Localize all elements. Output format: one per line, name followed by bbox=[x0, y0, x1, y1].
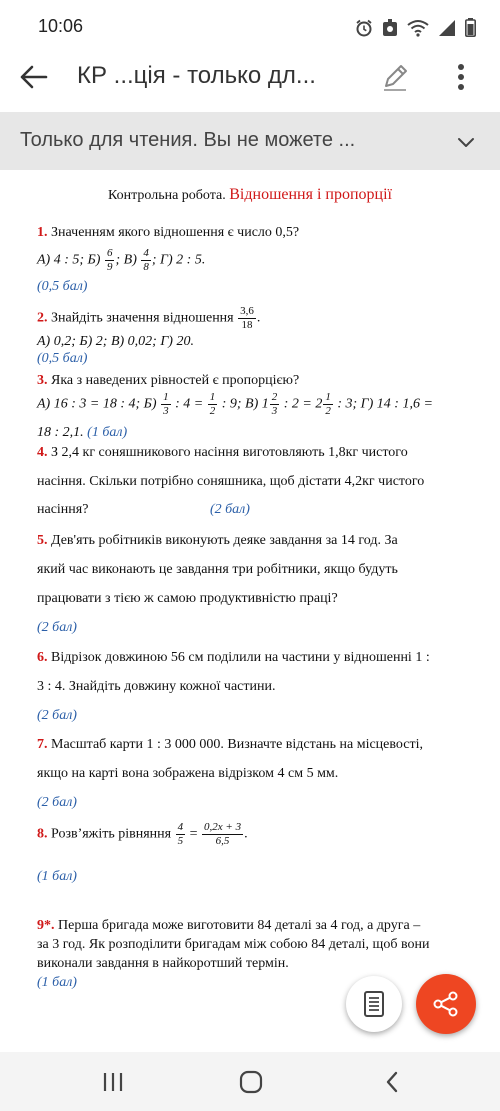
q9-line-1 bbox=[37, 919, 420, 933]
q1-answer-c: В) bbox=[123, 252, 137, 268]
frac-denominator: 6,5 bbox=[215, 835, 230, 847]
q3-continuation bbox=[37, 426, 127, 440]
q1-b-end: ; bbox=[115, 252, 121, 268]
q9-line-2: за 3 год. Як розподілити бригадам між собою 84 деталі, щоб вони bbox=[37, 937, 430, 952]
q1-answer-a: А) 4 : 5; bbox=[37, 252, 85, 268]
document-view-icon bbox=[363, 991, 385, 1017]
q4-line-1 bbox=[37, 446, 408, 460]
doc-heading bbox=[0, 186, 500, 204]
q8-points: (1 бал) bbox=[37, 869, 77, 884]
q3-c-fraction-2 bbox=[323, 392, 333, 417]
frac-numerator: 6 bbox=[106, 247, 113, 259]
q3-answers bbox=[37, 392, 433, 417]
frac-numerator: 0,2x + 3 bbox=[204, 821, 242, 833]
q3-c-mid: : 2 = 2 bbox=[283, 396, 323, 412]
q3-number: 3. bbox=[37, 373, 48, 388]
q6-number: 6. bbox=[37, 650, 48, 665]
q3-answer-d-cont: 18 : 2,1. bbox=[37, 425, 84, 440]
q5-line-2: який час виконають це завдання три робітники, якщо будуть bbox=[37, 562, 398, 577]
recent-apps-icon[interactable] bbox=[98, 1070, 128, 1094]
doc-heading-prefix: Контрольна робота. bbox=[107, 188, 226, 203]
q7-number: 7. bbox=[37, 737, 48, 752]
q3-answer-b: Б) bbox=[143, 396, 157, 412]
wifi-icon bbox=[407, 19, 429, 37]
q5-number: 5. bbox=[37, 533, 48, 548]
q3-b-end: : 9; bbox=[221, 396, 242, 412]
q7-line-1 bbox=[37, 738, 423, 752]
frac-numerator: 4 bbox=[177, 821, 184, 833]
q8-number: 8. bbox=[37, 826, 48, 842]
app-bar bbox=[0, 52, 500, 102]
q6-text-1: Відрізок довжиною 56 см поділили на частини у відношенні 1 : bbox=[51, 650, 430, 665]
share-button[interactable] bbox=[416, 974, 476, 1034]
q4-points: (2 бал) bbox=[209, 502, 250, 517]
q3-b-fraction-1 bbox=[161, 392, 171, 417]
q3-points: (1 бал) bbox=[87, 425, 128, 440]
q8-question: Розв’яжіть рівняння bbox=[51, 826, 172, 842]
doc-heading-topic: Відношення і пропорції bbox=[229, 186, 392, 203]
frac-denominator: 3 bbox=[271, 405, 278, 417]
q3-answer-c: В) 1 bbox=[245, 396, 269, 412]
q5-line-1 bbox=[37, 534, 398, 548]
q9-number: 9*. bbox=[37, 918, 55, 933]
frac-denominator: 18 bbox=[241, 319, 253, 331]
q5-text-1: Дев'ять робітників виконують деяке завдання за 14 год. За bbox=[51, 533, 398, 548]
q1-answers bbox=[37, 248, 205, 273]
q3-answer-d: Г) 14 : 1,6 = bbox=[360, 396, 433, 412]
frac-numerator: 1 bbox=[209, 391, 216, 403]
q1-c-fraction bbox=[141, 248, 151, 273]
frac-denominator: 2 bbox=[325, 405, 331, 417]
q4-line-3 bbox=[37, 503, 250, 517]
q2-answers: А) 0,2; Б) 2; В) 0,02; Г) 20. bbox=[37, 334, 194, 349]
q3-c-end: : 3; bbox=[337, 396, 358, 412]
q1-question: Значенням якого відношення є число 0,5? bbox=[51, 225, 300, 240]
q2-number: 2. bbox=[37, 310, 48, 326]
q3-b-fraction-2 bbox=[208, 392, 218, 417]
q8-text bbox=[37, 822, 248, 847]
q8-fraction-left bbox=[176, 822, 186, 847]
q1-answer-b: Б) bbox=[87, 252, 101, 268]
chevron-down-icon[interactable] bbox=[454, 130, 478, 154]
q7-text-1: Масштаб карти 1 : 3 000 000. Визначте відстань на місцевості, bbox=[51, 737, 423, 752]
status-time: 10:06 bbox=[38, 16, 84, 36]
q1-number: 1. bbox=[37, 225, 48, 240]
status-bar bbox=[0, 0, 500, 52]
notification-icon bbox=[382, 19, 398, 37]
share-icon bbox=[432, 990, 460, 1018]
q1-c-end: ; bbox=[151, 252, 157, 268]
q9-text-1: Перша бригада може виготовити 84 деталі за 4 год, а друга – bbox=[58, 918, 421, 933]
q9-points: (1 бал) bbox=[37, 975, 77, 990]
frac-numerator: 1 bbox=[163, 391, 169, 403]
q1-text bbox=[37, 226, 299, 240]
q8-end: . bbox=[244, 826, 248, 842]
status-icons bbox=[355, 18, 476, 37]
q2-question: Знайдіть значення відношення bbox=[51, 310, 234, 326]
back-arrow-icon[interactable] bbox=[16, 58, 54, 96]
q7-line-2: якщо на карті вона зображена відрізком 4 см 5 мм. bbox=[37, 766, 339, 781]
q4-line-2: насіння. Скільки потрібно соняшника, щоб дістати 4,2кг чистого bbox=[37, 474, 425, 489]
q9-line-3: виконали завдання в найкоротший термін. bbox=[37, 956, 289, 971]
read-only-message: Только для чтения. Вы не можете ... bbox=[20, 129, 356, 151]
frac-denominator: 5 bbox=[177, 835, 184, 847]
q7-points: (2 бал) bbox=[37, 795, 77, 810]
battery-icon bbox=[465, 18, 476, 37]
frac-numerator: 4 bbox=[143, 247, 149, 259]
frac-numerator: 2 bbox=[271, 391, 278, 403]
q8-equals: = bbox=[189, 826, 198, 842]
system-nav-bar bbox=[0, 1052, 500, 1111]
q3-c-fraction-1 bbox=[270, 392, 280, 417]
back-icon[interactable] bbox=[378, 1070, 408, 1094]
q2-end: . bbox=[256, 310, 261, 326]
q6-line-2: 3 : 4. Знайдіть довжину кожної частини. bbox=[37, 679, 276, 694]
q1-answer-d: Г) 2 : 5. bbox=[160, 252, 206, 268]
q4-number: 4. bbox=[37, 445, 48, 460]
q2-points: (0,5 бал) bbox=[37, 351, 88, 366]
q2-text bbox=[37, 306, 260, 331]
q3-answer-a: А) 16 : 3 = 18 : 4; bbox=[37, 396, 141, 412]
q4-text-1: З 2,4 кг соняшникового насіння виготовляють 1,8кг чистого bbox=[51, 445, 408, 460]
signal-icon bbox=[438, 19, 456, 37]
frac-denominator: 3 bbox=[163, 405, 169, 417]
q5-line-3: працювати з тією ж самою продуктивністю праці? bbox=[37, 591, 338, 606]
q3-text bbox=[37, 374, 299, 388]
q5-points: (2 бал) bbox=[37, 620, 77, 635]
q6-line-1 bbox=[37, 651, 430, 665]
q8-fraction-right bbox=[202, 822, 243, 847]
q2-fraction bbox=[238, 306, 256, 331]
read-only-banner[interactable] bbox=[0, 112, 500, 170]
frac-denominator: 9 bbox=[106, 261, 113, 273]
document-page bbox=[0, 170, 500, 1050]
document-title: КР ...ція - только дл... bbox=[77, 62, 316, 89]
frac-numerator: 1 bbox=[325, 391, 331, 403]
alarm-icon bbox=[355, 19, 373, 37]
q1-points: (0,5 бал) bbox=[37, 279, 88, 294]
q4-text-3: насіння? bbox=[37, 502, 89, 517]
frac-numerator: 3,6 bbox=[240, 305, 254, 317]
frac-denominator: 8 bbox=[143, 261, 149, 273]
home-icon[interactable] bbox=[236, 1070, 266, 1094]
frac-denominator: 2 bbox=[209, 405, 216, 417]
q3-question: Яка з наведених рівностей є пропорцією? bbox=[51, 373, 300, 388]
q3-b-mid: : 4 = bbox=[175, 396, 204, 412]
document-view-button[interactable] bbox=[346, 976, 402, 1032]
q6-points: (2 бал) bbox=[37, 708, 77, 723]
more-vert-icon[interactable] bbox=[446, 60, 476, 94]
edit-pencil-icon[interactable] bbox=[378, 60, 412, 94]
q1-b-fraction bbox=[105, 248, 115, 273]
